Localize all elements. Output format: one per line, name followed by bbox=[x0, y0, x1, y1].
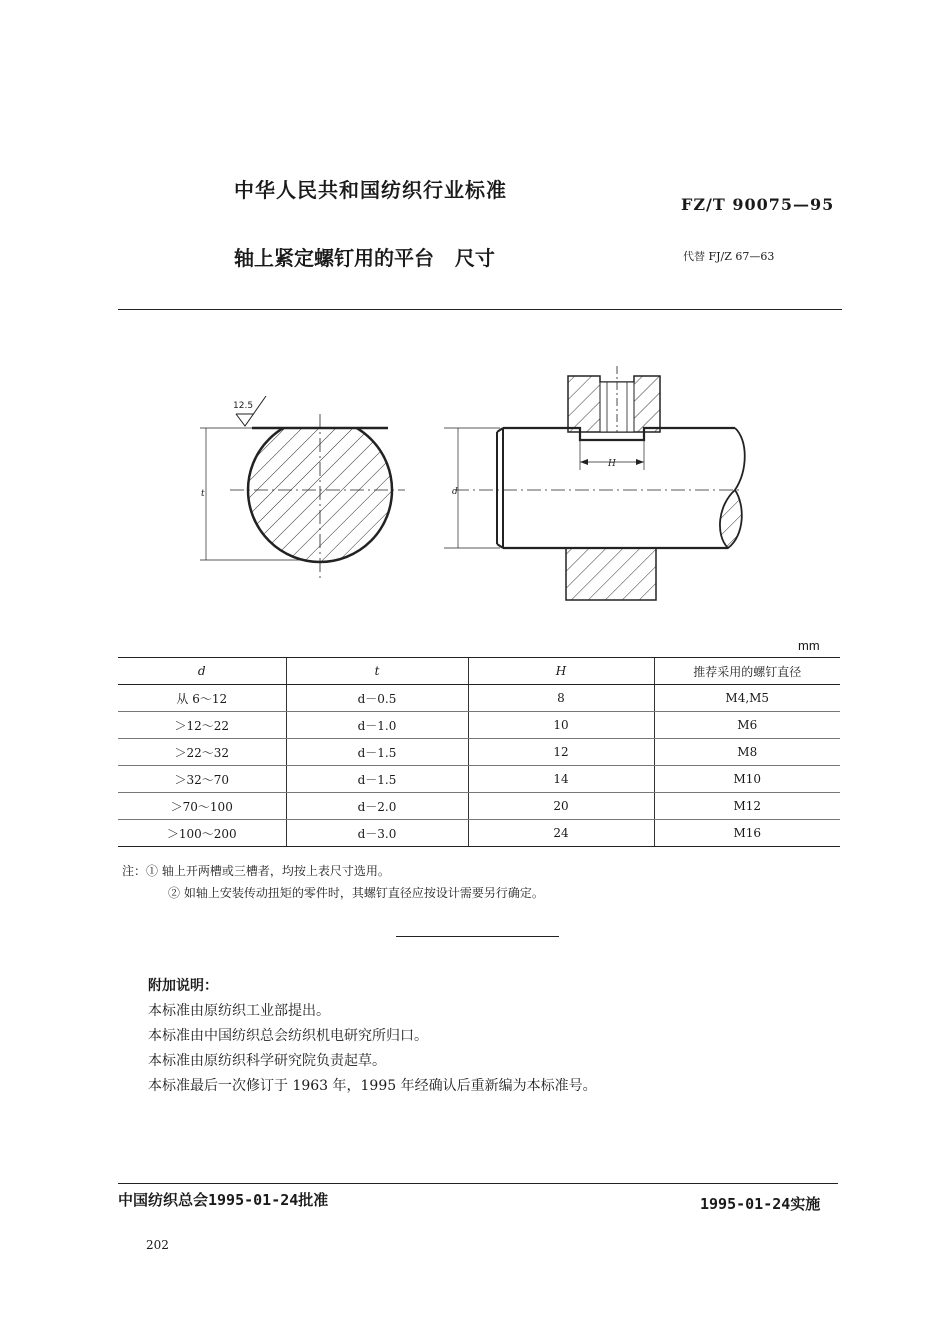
cell-d: ＞32～70 bbox=[118, 766, 286, 793]
col-header-H: H bbox=[468, 658, 654, 685]
shaft-drawing bbox=[180, 350, 760, 620]
shaft-side-view bbox=[444, 366, 745, 600]
table-header-row bbox=[118, 658, 840, 685]
cell-d: 从 6～12 bbox=[118, 685, 286, 712]
cell-H: 20 bbox=[468, 793, 654, 820]
cell-screw: M6 bbox=[654, 712, 840, 739]
cell-d: ＞12～22 bbox=[118, 712, 286, 739]
cell-H: 12 bbox=[468, 739, 654, 766]
unit-label: mm bbox=[798, 638, 820, 653]
table-row bbox=[118, 739, 840, 766]
cell-t: d－1.5 bbox=[286, 739, 468, 766]
dimension-table bbox=[118, 657, 840, 847]
cell-screw: M16 bbox=[654, 820, 840, 847]
cell-t: d－1.5 bbox=[286, 766, 468, 793]
footer-divider bbox=[118, 1183, 838, 1184]
table-row bbox=[118, 712, 840, 739]
standard-org-title: 中华人民共和国纺织行业标准 bbox=[234, 178, 507, 202]
roughness-value: 12.5 bbox=[233, 401, 254, 411]
cell-d: ＞100～200 bbox=[118, 820, 286, 847]
dim-label-d: d bbox=[452, 487, 458, 497]
col-header-t: t bbox=[286, 658, 468, 685]
table-note-1: 注：① 轴上开两槽或三槽者，均按上表尺寸选用。 bbox=[122, 864, 390, 878]
cell-H: 8 bbox=[468, 685, 654, 712]
dim-label-t: t bbox=[201, 489, 205, 499]
section-divider bbox=[396, 936, 559, 937]
cell-screw: M8 bbox=[654, 739, 840, 766]
cell-t: d－2.0 bbox=[286, 793, 468, 820]
table-note-2: ② 如轴上安装传动扭矩的零件时，其螺钉直径应按设计需要另行确定。 bbox=[168, 886, 544, 900]
cell-H: 24 bbox=[468, 820, 654, 847]
appendix-line: 本标准由原纺织科学研究院负责起草。 bbox=[148, 1053, 386, 1069]
appendix-line: 本标准由中国纺织总会纺织机电研究所归口。 bbox=[148, 1028, 428, 1044]
cell-screw: M12 bbox=[654, 793, 840, 820]
appendix-line: 本标准由原纺织工业部提出。 bbox=[148, 1003, 330, 1019]
effective-date: 1995-01-24实施 bbox=[700, 1195, 821, 1213]
replaces-standard: 代替 FJ/Z 67—63 bbox=[683, 250, 775, 263]
cell-t: d－0.5 bbox=[286, 685, 468, 712]
cell-t: d－1.0 bbox=[286, 712, 468, 739]
cell-screw: M4,M5 bbox=[654, 685, 840, 712]
standard-code: FZ/T 90075—95 bbox=[681, 195, 835, 214]
appendix-heading: 附加说明： bbox=[148, 978, 218, 994]
table-row bbox=[118, 685, 840, 712]
table-row bbox=[118, 793, 840, 820]
approval-date: 中国纺织总会1995-01-24批准 bbox=[118, 1191, 329, 1209]
document-title: 轴上紧定螺钉用的平台 尺寸 bbox=[234, 246, 495, 270]
page-number: 202 bbox=[146, 1238, 169, 1252]
cell-H: 14 bbox=[468, 766, 654, 793]
cell-t: d－3.0 bbox=[286, 820, 468, 847]
dim-label-H: H bbox=[608, 459, 616, 469]
cell-H: 10 bbox=[468, 712, 654, 739]
shaft-cross-section bbox=[200, 414, 405, 580]
cell-screw: M10 bbox=[654, 766, 840, 793]
table-row bbox=[118, 766, 840, 793]
table-row bbox=[118, 820, 840, 847]
col-header-screw: 推荐采用的螺钉直径 bbox=[654, 658, 840, 685]
header-divider bbox=[118, 309, 842, 310]
cell-d: ＞22～32 bbox=[118, 739, 286, 766]
col-header-d: d bbox=[118, 658, 286, 685]
cell-d: ＞70～100 bbox=[118, 793, 286, 820]
appendix-line: 本标准最后一次修订于 1963 年，1995 年经确认后重新编为本标准号。 bbox=[148, 1078, 597, 1094]
